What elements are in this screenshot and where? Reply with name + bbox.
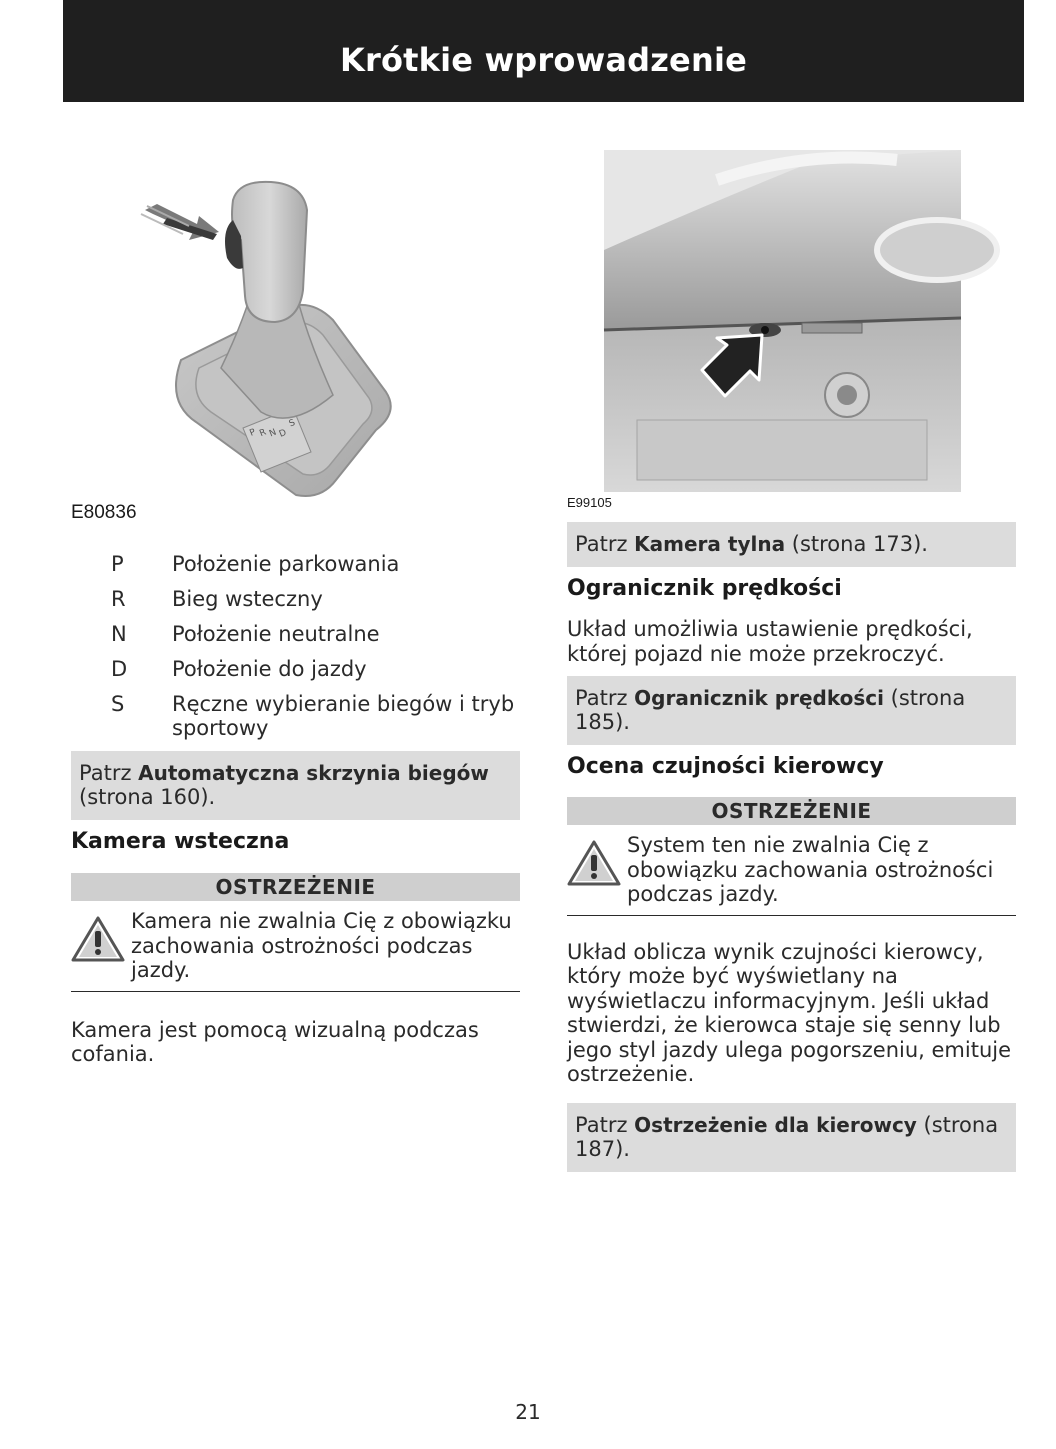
reference-link[interactable]: Ogranicznik prędkości [634, 686, 884, 710]
warning-triangle-icon [71, 909, 131, 983]
legend-item [71, 587, 520, 611]
reference-box: Patrz Ostrzeżenie dla kierowcy (strona 187). [567, 1103, 1016, 1172]
figure-code: E99105 [567, 495, 612, 510]
gate-letter-r: R [258, 427, 268, 440]
section-heading: Ocena czujności kierowcy [567, 754, 884, 779]
gate-letter-n: N [268, 427, 279, 440]
gate-letter-p: P [248, 427, 258, 439]
reference-box: Patrz Kamera tylna (strona 173). [567, 522, 1016, 567]
legend-text: Ręczne wybieranie biegów i tryb sportowy [172, 692, 515, 740]
section-heading: Ogranicznik prędkości [567, 576, 842, 601]
warning-body [71, 901, 520, 992]
reference-box: Patrz Automatyczna skrzynia biegów (strona 160). [71, 751, 520, 820]
reference-box: Patrz Ogranicznik prędkości (strona 185). [567, 676, 1016, 745]
reference-link[interactable]: Ostrzeżenie dla kierowcy [634, 1112, 917, 1137]
legend-key: R [111, 587, 126, 611]
gear-shifter-drawing [71, 140, 520, 500]
body-paragraph: Kamera jest pomocą wizualną podczas cofania. [71, 1017, 479, 1066]
gear-shifter-illustration [71, 140, 520, 500]
legend-item [71, 622, 520, 646]
legend-item [71, 692, 520, 740]
figure-code: E80836 [71, 502, 137, 523]
rear-camera-drawing [567, 140, 1016, 495]
legend-item [71, 657, 520, 681]
press-arrow-icon [141, 204, 219, 240]
legend-text: Położenie neutralne [172, 622, 380, 646]
legend-key: S [111, 692, 125, 716]
reference-link[interactable]: Automatyczna skrzynia biegów [138, 761, 489, 785]
warning-text: Kamera nie zwalnia Cię z obowiązku zachowania ostrożności podczas jazdy. [131, 909, 512, 982]
warning-triangle-icon [567, 833, 627, 907]
badge-recess [877, 220, 997, 280]
legend-key: N [111, 622, 127, 646]
left-column [71, 140, 520, 1067]
page-number: 21 [515, 1400, 541, 1424]
warning-text: System ten nie zwalnia Cię z obowiązku zachowania ostrożności podczas jazdy. [627, 833, 994, 906]
warning-body [567, 825, 1016, 916]
legend-key: D [111, 657, 128, 681]
gear-legend [71, 552, 520, 740]
page-header [63, 0, 1024, 102]
legend-text: Bieg wsteczny [172, 587, 323, 611]
body-paragraph: Układ oblicza wynik czujności kierowcy, który może być wyświetlany na wyświetlaczu informacyjnym. Jeśli układ stwierdzi, że kierowca staje się senny lub jego styl jazdy ulega pogorszeniu, emituje ostrzeżenie. [567, 939, 1012, 1086]
warning-label: OSTRZEŻENIE [71, 873, 520, 901]
rear-camera-illustration [567, 140, 1016, 495]
warning-label: OSTRZEŻENIE [567, 797, 1016, 825]
body-paragraph: Układ umożliwia ustawienie prędkości, której pojazd nie może przekroczyć. [567, 617, 973, 666]
legend-text: Położenie parkowania [172, 552, 400, 576]
legend-item [71, 552, 520, 576]
section-heading: Kamera wsteczna [71, 829, 290, 854]
right-column [567, 140, 1016, 1172]
shifter-knob [232, 182, 307, 322]
reference-link[interactable]: Kamera tylna [634, 532, 786, 556]
legend-text: Położenie do jazdy [172, 657, 367, 681]
legend-key: P [111, 552, 124, 576]
gate-letter-d: D [277, 427, 289, 440]
gate-letter-s: S [287, 417, 297, 430]
page-title: Krótkie wprowadzenie [339, 41, 748, 79]
